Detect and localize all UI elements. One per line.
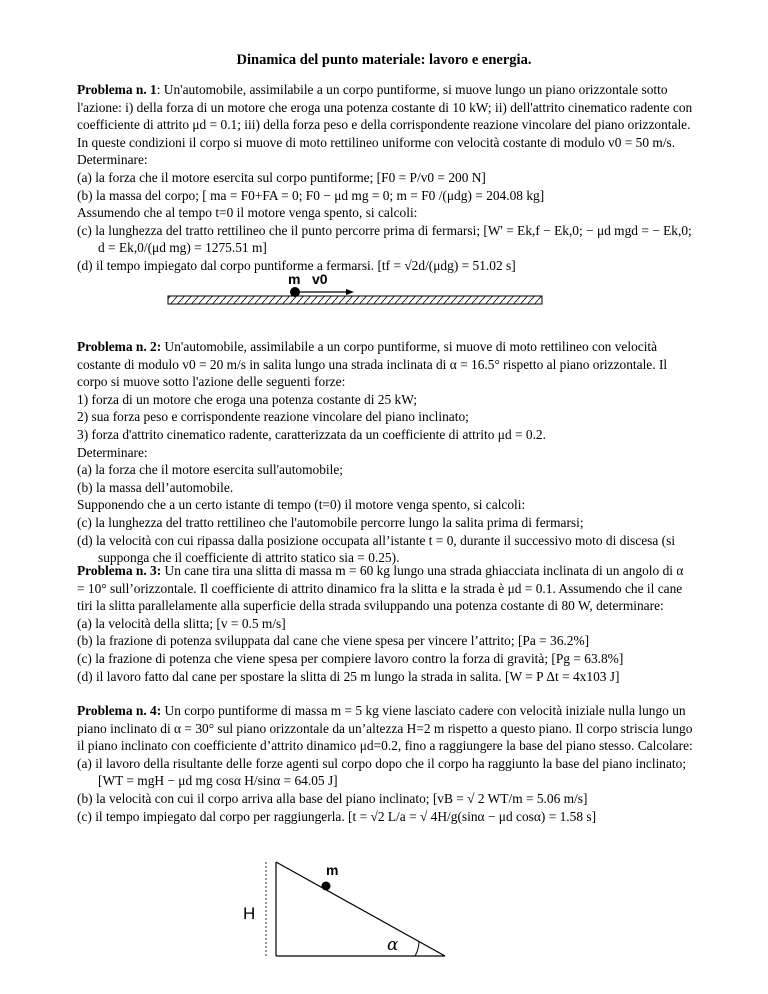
problem-2	[77, 338, 693, 567]
problem-2-item-d: (d) la velocità con cui ripassa dalla posizione occupata all’istante t = 0, durante il successivo moto di discesa (si supponga che il coefficiente di attrito statico sia = 0.25).	[77, 532, 676, 566]
plane-surface	[168, 296, 542, 304]
problem-4-item-c: (c) il tempo impiegato dal corpo per raggiungerla. [t = √2 L/a = √ 4H/g(sinα − μd cosα) = 1.58 s]	[77, 808, 597, 824]
problem-3	[77, 562, 693, 685]
angle-arc	[415, 942, 419, 956]
problem-1-assumption: Assumendo che al tempo t=0 il motore venga spento, si calcoli:	[77, 205, 418, 221]
problem-4	[77, 702, 693, 825]
velocity-arrowhead	[346, 289, 354, 295]
problem-2-determine: Determinare:	[77, 444, 148, 460]
figure-horizontal-plane	[160, 268, 550, 308]
problem-1-item-a: (a) la forza che il motore esercita sul corpo puntiforme; [F0 = P/v0 = 200 N]	[77, 169, 486, 185]
problem-1-item-d: (d) il tempo impiegato dal corpo puntiforme a fermarsi. [tf = √2d/(μdg) = 51.02 s]	[77, 257, 516, 273]
figure-4-angle-label: α	[387, 935, 399, 955]
problem-2-force-2: 2) sua forza peso e corrispondente reazione vincolare del piano inclinato;	[77, 409, 469, 425]
problem-2-heading: Problema n. 2:	[77, 339, 162, 354]
figure-4-mass-label: m	[326, 862, 339, 878]
mass-point	[322, 882, 331, 891]
problem-2-item-b: (b) la massa dell’automobile.	[77, 479, 234, 495]
mass-point	[290, 287, 300, 297]
problem-3-item-a: (a) la velocità della slitta; [v = 0.5 m/s]	[77, 615, 286, 631]
figure-4-height-label: H	[243, 904, 256, 923]
problem-1-heading: Problema n. 1	[77, 82, 157, 97]
problem-3-intro: Un cane tira una slitta di massa m = 60 kg lungo una strada ghiacciata inclinata di un angolo di α = 10° sull’orizzontale. Il coefficiente di attrito dinamico fra la slitta e la strada è μd = 0.1. Assumendo che il cane tiri la slitta parallelamente alla superficie della strada sviluppando una potenza costante di 80 W, determinare:	[77, 563, 684, 614]
problem-2-item-c: (c) la lunghezza del tratto rettilineo che l'automobile percorre lungo la salita prima di fermarsi;	[77, 514, 584, 530]
problem-3-item-d: (d) il lavoro fatto dal cane per spostare la slitta di 25 m lungo la strada in salita. [W = P Δt = 4x103 J]	[77, 668, 620, 684]
problem-4-intro: Un corpo puntiforme di massa m = 5 kg viene lasciato cadere con velocità iniziale nulla lungo un piano inclinato di α = 30° sul piano orizzontale da un’altezza H=2 m rispetto a questo piano. Il corpo striscia lungo il piano inclinato con coefficiente d’attrito dinamico μd=0.2, fino a raggiungere la base del piano stesso. Calcolare:	[77, 703, 693, 754]
problem-3-item-b: (b) la frazione di potenza sviluppata dal cane che viene spesa per vincere l’attrito; [Pa = 36.2%]	[77, 633, 590, 649]
problem-1-intro: : Un'automobile, assimilabile a un corpo puntiforme, si muove lungo un piano orizzontale sotto l'azione: i) della forza di un motore che eroga una potenza costante di 10 kW; ii) dell'attrito cinematico radente con coefficiente di attrito μd = 0.1; iii) della forza peso e della corrispondente reazione vincolare del piano orizzontale. In queste condizioni il corpo si muove di moto rettilineo uniforme con velocità costante di modulo v0 = 50 m/s. Determinare:	[77, 82, 693, 168]
problem-2-force-1: 1) forza di un motore che eroga una potenza costante di 25 kW;	[77, 391, 418, 407]
figure-1-velocity-label: v0	[312, 271, 328, 287]
figure-inclined-plane	[240, 858, 450, 962]
problem-3-heading: Problema n. 3:	[77, 563, 162, 578]
problem-1	[77, 81, 693, 275]
problem-4-item-b: (b) la velocità con cui il corpo arriva alla base del piano inclinato; [vB = √ 2 WT/m = 5.06 m/s]	[77, 790, 588, 806]
problem-1-item-c: (c) la lunghezza del tratto rettilineo che il punto percorre prima di fermarsi; [W' = Ek,f − Ek,0; − μd mgd = − Ek,0; d = Ek,0/(μd mg) = 1275.51 m]	[77, 222, 692, 256]
problem-4-item-a: (a) il lavoro della risultante delle forze agenti sul corpo dopo che il corpo ha raggiunto la base del piano inclinato; [WT = mgH − μd mg cosα H/sinα = 64.05 J]	[77, 755, 687, 789]
problem-4-heading: Problema n. 4:	[77, 703, 162, 718]
problem-2-force-3: 3) forza d'attrito cinematico radente, caratterizzata da un coefficiente di attrito μd = 0.2.	[77, 426, 546, 442]
problem-3-item-c: (c) la frazione di potenza che viene spesa per compiere lavoro contro la forza di gravità; [Pg = 63.8%]	[77, 650, 624, 666]
page-title: Dinamica del punto materiale: lavoro e energia.	[236, 52, 532, 68]
problem-2-intro: Un'automobile, assimilabile a un corpo puntiforme, si muove di moto rettilineo con velocità costante di modulo v0 = 20 m/s in salita lungo una strada inclinata di α = 16.5° rispetto al piano orizzontale. Il corpo si muove sotto l'azione delle seguenti forze:	[77, 339, 668, 390]
problem-2-item-a: (a) la forza che il motore esercita sull'automobile;	[77, 462, 344, 478]
problem-2-assumption: Supponendo che a un certo istante di tempo (t=0) il motore venga spento, si calcoli:	[77, 497, 526, 513]
problem-1-item-b: (b) la massa del corpo; [ ma = F0+FA = 0; F0 − μd mg = 0; m = F0 /(μdg) = 204.08 kg]	[77, 187, 545, 203]
figure-1-mass-label: m	[288, 271, 301, 287]
plane-slope	[276, 862, 445, 956]
